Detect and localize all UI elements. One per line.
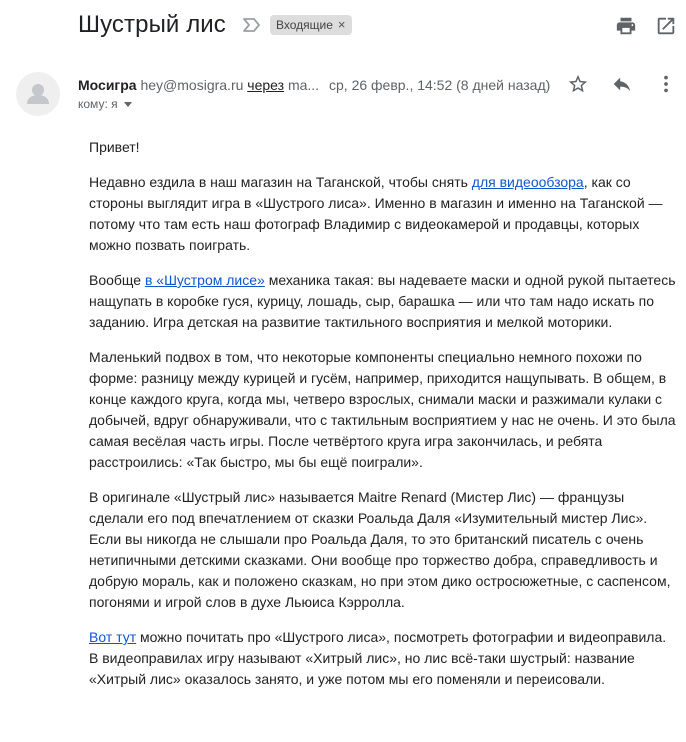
p5-text-after: можно почитать про «Шустрого лиса», посмотреть фотографии и видеоправила. В видеоправилах игру называют «Хитрый лис», но лис всё-таки шустрый: название «Хитрый лис» оказалось занято, и уже потом мы его поменяли и переисовали. [89,629,667,687]
sender-email[interactable]: hey@mosigra.ru [140,77,244,93]
sender-name[interactable]: Мосигра [78,77,137,93]
from-line [78,76,319,94]
here-link[interactable]: Вот тут [89,629,137,645]
sender-row [0,64,686,120]
email-body [89,137,679,704]
open-in-new-icon[interactable] [654,14,678,38]
reply-icon[interactable] [610,72,634,96]
person-icon [16,72,60,116]
paragraph-4: В оригинале «Шустрый лис» называется Maitre Renard (Мистер Лис) — французы сделали его под впечатлением от сказки Роальда Даля «Изумительный мистер Лис». Если вы никогда не слышали про Роальда Даля, то это британский писатель с очень нетипичными детскими сказками. Они вообще про торжество добра, справедливость и добрую мораль, как и положено сказкам, но при этом дико остросюжетные, с саспенсом, погонями и игрой слов в духе Льюиса Кэрролла. [89,489,671,610]
chevron-down-icon[interactable] [124,102,132,107]
more-vert-icon[interactable] [654,72,678,96]
p1-text-before: Недавно ездила в наш магазин на Таганской, чтобы снять [89,174,472,190]
email-subject: Шустрый лис [78,11,226,38]
paragraph-3: Маленький подвох в том, что некоторые компоненты специально немного похожи по форме: разницу между курицей и гусём, например, приходится нащупывать. В общем, в конце каждого круга, когда мы, четверо взрослых, снимали маски и разжимали кулаки с добычей, вдруг обнаруживали, что с тактильным восприятием у нас не очень. И это была самая весёлая часть игры. После четвёртого круга игра закончилась, и ребята расстроились: «Так быстро, мы бы ещё поиграли». [89,349,676,470]
recipient-text: кому: я [78,97,118,111]
print-icon[interactable] [614,14,638,38]
game-link[interactable]: в «Шустром лисе» [144,272,265,288]
email-date: ср, 26 февр., 14:52 (8 дней назад) [329,77,551,93]
subject-row [0,0,686,56]
paragraph-1 [89,172,679,256]
greeting: Привет! [89,139,140,155]
p2-text-before: Вообще [89,272,145,288]
label-importance-icon[interactable] [242,17,262,33]
via-target: ma... [287,77,320,93]
star-icon[interactable] [566,72,590,96]
inbox-label-chip[interactable] [270,15,352,35]
remove-label-button[interactable]: × [337,17,346,32]
paragraph-2 [89,270,679,333]
paragraph-5 [89,627,679,690]
p2-text-after: механика такая: вы надеваете маски и одной рукой пытаетесь нащупать в коробке гуся, курицу, лошадь, сыр, барашка — или что там надо искать по заданию. Игра детская на развитие тактильного восприятия и мелкой моторики. [89,272,676,330]
via-link[interactable]: через [247,77,285,93]
p1-text-after: , как со стороны выглядит игра в «Шустрого лиса». Именно в магазин и именно на Таганской — потому что там есть наш фотограф Владимир с видеокамерой и продавцы, которых можно позвать поиграть. [89,174,663,253]
video-review-link[interactable]: для видеообзора [471,174,584,190]
label-text: Входящие [276,18,333,32]
recipient-line [78,97,132,111]
